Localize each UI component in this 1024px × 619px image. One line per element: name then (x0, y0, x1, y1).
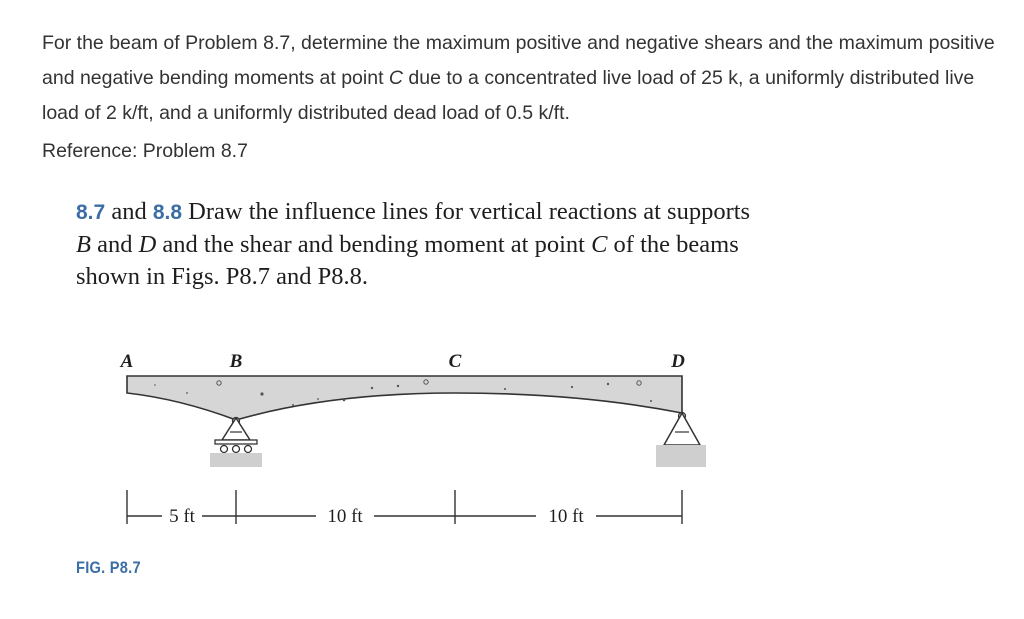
label-point-d: D (671, 351, 685, 372)
ground-b (210, 453, 262, 467)
dimension-line (127, 490, 682, 524)
beam-body (127, 376, 682, 420)
dimension-bc: 10 ft (327, 506, 363, 527)
problem-and-word: and (111, 198, 147, 225)
problem-text-4: of the beams shown in Figs. P8.7 and P8.8. (76, 231, 739, 290)
question-text-part-2: due to a concentrated live load of 25 k, a uniformly distributed live load of 2 k/ft, and a uniformly distributed dead load of 0.5 k/ft. (42, 67, 975, 124)
pin-support-d (656, 413, 706, 468)
question-text-part-1: For the beam of Problem 8.7, determine the maximum positive and negative shears and the maximum positive and negative bending moments at point (42, 32, 995, 89)
dimension-ab: 5 ft (169, 506, 195, 527)
problem-text-3: and the shear and bending moment at point (156, 231, 592, 258)
label-point-c: C (448, 351, 462, 372)
problem-support-d: D (138, 231, 157, 258)
problem-number-b: 8.8 (152, 201, 183, 224)
question-point-label: C (388, 67, 403, 89)
problem-point-c: C (591, 231, 608, 258)
label-point-a: A (120, 351, 134, 372)
dimension-cd: 10 ft (548, 506, 584, 527)
problem-text-1: Draw the influence lines for vertical reactions at supports (182, 198, 751, 225)
reference-line: Reference: Problem 8.7 (42, 140, 248, 162)
label-point-b: B (229, 351, 243, 372)
problem-text-2: and (90, 231, 139, 258)
roller-support-b (210, 418, 262, 468)
figure-caption: FIG. P8.7 (76, 558, 141, 577)
ground-d (656, 445, 706, 467)
problem-support-b: B (76, 231, 91, 258)
problem-number-a: 8.7 (76, 201, 106, 224)
